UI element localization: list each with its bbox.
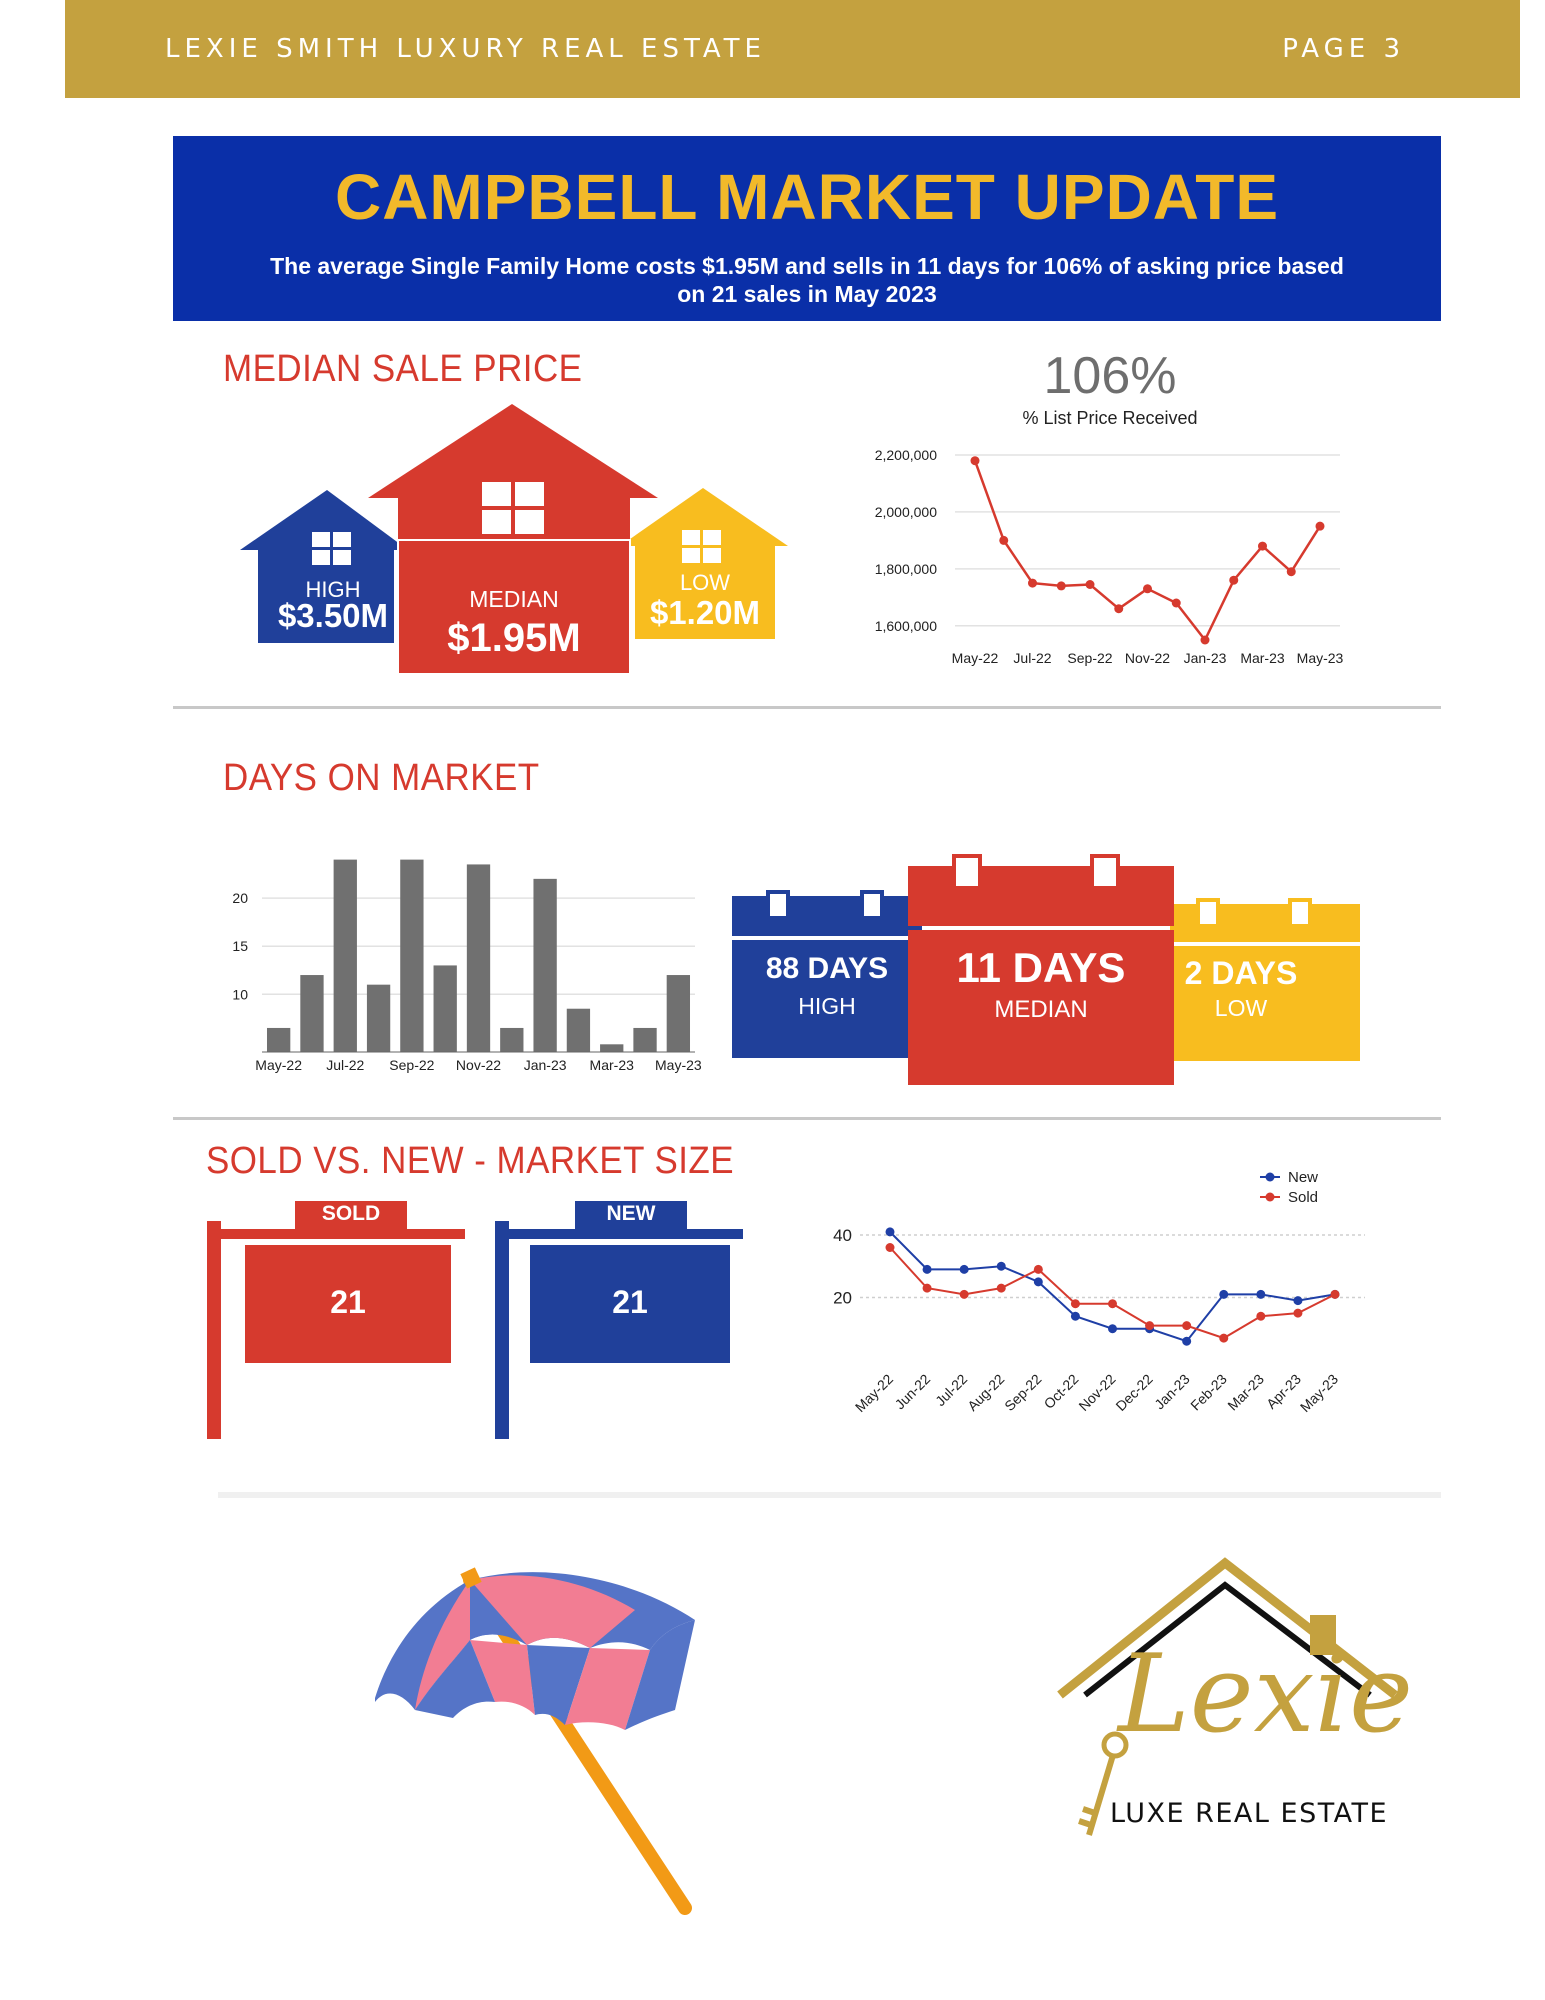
- legend-label: New: [1288, 1169, 1319, 1186]
- sold-count: 21: [330, 1284, 366, 1320]
- x-tick-label: Jan-23: [1183, 650, 1227, 666]
- logo-script-name: Lexie: [1118, 1632, 1413, 1757]
- data-point: [1114, 604, 1123, 613]
- list-price-caption: % List Price Received: [1022, 408, 1198, 428]
- list-price-percent: 106%: [1043, 347, 1177, 405]
- legend-marker: [1266, 1193, 1275, 1202]
- x-tick-label: Jul-22: [932, 1370, 971, 1410]
- sold-data-point: [1034, 1265, 1043, 1274]
- sold-data-point: [886, 1243, 895, 1252]
- x-tick-label: May-22: [851, 1370, 897, 1416]
- x-tick-label: Jul-22: [1013, 650, 1052, 666]
- bar: [434, 965, 457, 1052]
- legend-marker: [1266, 1173, 1275, 1182]
- x-tick-label: May-22: [255, 1057, 302, 1073]
- sold-data-point: [1256, 1312, 1265, 1321]
- x-tick-label: Feb-23: [1187, 1370, 1230, 1414]
- header-bar: [65, 0, 1520, 98]
- y-tick-label: 20: [833, 1288, 852, 1308]
- data-point: [1201, 636, 1210, 645]
- median-price-label: MEDIAN: [469, 586, 559, 612]
- new-data-point: [1219, 1290, 1228, 1299]
- y-tick-label: 15: [232, 938, 248, 955]
- new-data-point: [1034, 1277, 1043, 1286]
- new-data-point: [1182, 1337, 1191, 1346]
- data-point: [1172, 599, 1181, 608]
- x-tick-label: Sep-22: [1001, 1370, 1045, 1415]
- x-tick-label: Aug-22: [964, 1370, 1008, 1415]
- bar: [533, 879, 556, 1052]
- new-data-point: [960, 1265, 969, 1274]
- y-tick-label: 40: [833, 1226, 852, 1245]
- brand-name: LEXIE SMITH LUXURY REAL ESTATE: [165, 34, 766, 64]
- sold-data-point: [1331, 1290, 1340, 1299]
- data-point: [1258, 542, 1267, 551]
- new-data-point: [997, 1262, 1006, 1271]
- y-tick-label: 1,800,000: [874, 560, 937, 577]
- bar: [500, 1028, 523, 1052]
- x-tick-label: Jan-23: [1151, 1370, 1193, 1413]
- sold-data-point: [960, 1290, 969, 1299]
- median-price-value: $1.95M: [447, 616, 581, 660]
- new-data-point: [1293, 1296, 1302, 1305]
- sold-data-point: [1219, 1334, 1228, 1343]
- x-tick-label: Jul-22: [326, 1057, 365, 1073]
- section-divider: [218, 1492, 1441, 1498]
- data-point: [1229, 576, 1238, 585]
- high-price-value: $3.50M: [277, 597, 389, 634]
- data-point: [1028, 579, 1037, 588]
- data-point: [1316, 522, 1325, 531]
- median-sale-price-title: MEDIAN SALE PRICE: [223, 348, 583, 390]
- sold-data-point: [1293, 1309, 1302, 1318]
- x-tick-label: Jan-23: [523, 1057, 567, 1073]
- new-data-point: [1256, 1290, 1265, 1299]
- x-tick-label: Nov-22: [455, 1057, 502, 1073]
- new-count: 21: [612, 1284, 648, 1320]
- days-on-market-title: DAYS ON MARKET: [223, 757, 540, 799]
- y-tick-label: 2,200,000: [874, 447, 937, 463]
- dom-high-label: HIGH: [798, 993, 856, 1019]
- sold-data-point: [1145, 1321, 1154, 1330]
- market-update-banner: [173, 136, 1441, 321]
- dom-low-label: LOW: [1214, 995, 1268, 1021]
- x-tick-label: May-23: [1296, 1370, 1342, 1416]
- low-price-label: LOW: [679, 570, 731, 595]
- section-divider: [173, 706, 1441, 709]
- y-tick-label: 2,000,000: [874, 503, 937, 520]
- section-divider: [173, 1117, 1441, 1120]
- data-point: [1057, 581, 1066, 590]
- banner-title: CAMPBELL MARKET UPDATE: [334, 161, 1280, 233]
- page-number: PAGE 3: [1282, 34, 1405, 64]
- y-tick-label: 20: [232, 890, 248, 907]
- days-on-market-chart: [220, 840, 710, 1080]
- low-price-value: $1.20M: [649, 594, 761, 631]
- sold-data-point: [1108, 1299, 1117, 1308]
- new-data-point: [923, 1265, 932, 1274]
- bar: [400, 860, 423, 1052]
- x-tick-label: Apr-23: [1263, 1370, 1305, 1412]
- dom-high-value: 88 DAYS: [765, 952, 889, 985]
- x-tick-label: Sep-22: [389, 1057, 435, 1073]
- bar: [667, 975, 690, 1052]
- sold-sign-label: SOLD: [321, 1202, 381, 1225]
- bar: [633, 1028, 656, 1052]
- data-point: [999, 536, 1008, 545]
- dom-median-value: 11 DAYS: [956, 944, 1126, 991]
- x-tick-label: Dec-22: [1112, 1370, 1156, 1415]
- sold-vs-new-chart: [820, 1165, 1380, 1440]
- bar: [467, 864, 490, 1052]
- bar: [334, 860, 357, 1052]
- new-data-point: [1108, 1324, 1117, 1333]
- bar: [567, 1009, 590, 1052]
- legend-label: Sold: [1288, 1189, 1319, 1206]
- y-tick-label: 1,600,000: [874, 617, 937, 634]
- sold-data-point: [923, 1284, 932, 1293]
- data-point: [1086, 580, 1095, 589]
- dom-low-value: 2 DAYS: [1184, 955, 1298, 991]
- x-tick-label: Mar-23: [589, 1057, 634, 1073]
- logo-tagline: LUXE REAL ESTATE: [1110, 1798, 1389, 1829]
- new-sign-label: NEW: [606, 1202, 656, 1225]
- sold-vs-new-title: SOLD VS. NEW - MARKET SIZE: [206, 1140, 735, 1182]
- bar: [267, 1028, 290, 1052]
- x-tick-label: Nov-22: [1124, 650, 1171, 666]
- x-tick-label: Mar-23: [1240, 650, 1285, 666]
- beach-umbrella-icon: [375, 1540, 715, 1920]
- sold-data-point: [1182, 1321, 1191, 1330]
- bar: [600, 1044, 623, 1052]
- x-tick-label: Mar-23: [1224, 1370, 1267, 1414]
- list-price-chart: [840, 435, 1360, 685]
- sold-data-point: [997, 1284, 1006, 1293]
- y-tick-label: 10: [232, 986, 248, 1003]
- x-tick-label: May-23: [1296, 650, 1344, 666]
- list-price-series-line: [975, 461, 1320, 640]
- data-point: [1143, 584, 1152, 593]
- x-tick-label: May-23: [655, 1057, 702, 1073]
- x-tick-label: Sep-22: [1067, 650, 1113, 666]
- new-data-point: [1071, 1312, 1080, 1321]
- high-price-label: HIGH: [305, 577, 361, 602]
- banner-subtitle: The average Single Family Home costs $1.95M and sells in 11 days for 106% of asking price based on 21 sales in May 2023: [270, 253, 1344, 307]
- data-point: [971, 456, 980, 465]
- data-point: [1287, 567, 1296, 576]
- x-tick-label: Nov-22: [1075, 1370, 1119, 1415]
- bar: [367, 985, 390, 1052]
- dom-median-label: MEDIAN: [994, 996, 1088, 1023]
- new-data-point: [886, 1227, 895, 1236]
- x-tick-label: Oct-22: [1040, 1370, 1082, 1412]
- x-tick-label: May-22: [951, 650, 999, 666]
- sold-data-point: [1071, 1299, 1080, 1308]
- bar: [300, 975, 323, 1052]
- x-tick-label: Jun-22: [891, 1370, 934, 1413]
